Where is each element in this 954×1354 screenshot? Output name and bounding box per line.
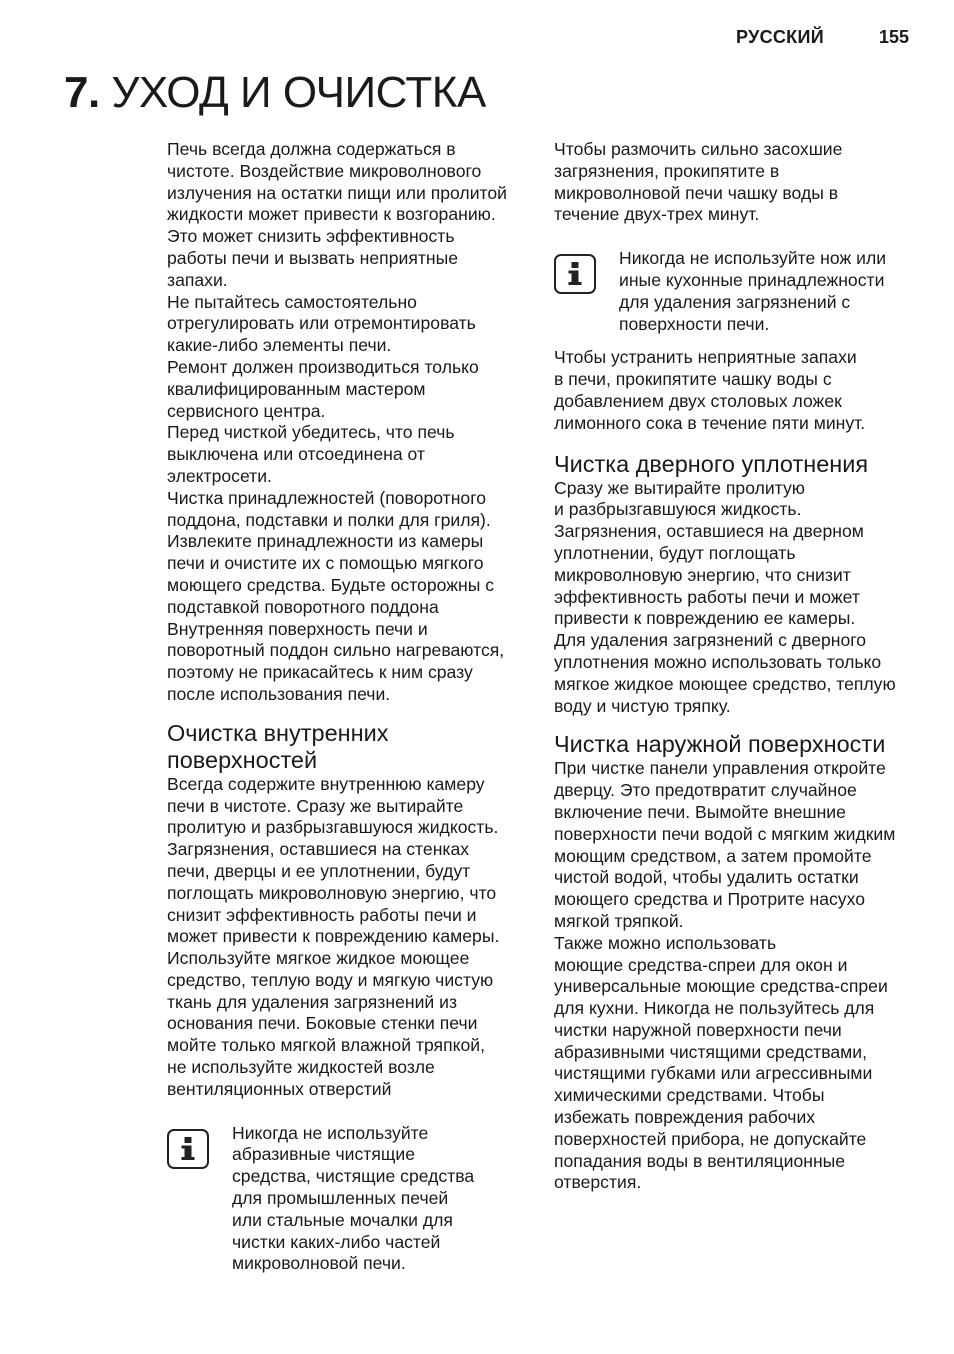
left-column: [167, 139, 523, 1275]
door-seal-paragraph: [554, 478, 914, 718]
text-line: жидкости может привести к возгоранию.: [167, 204, 496, 225]
text-line: после использования печи.: [167, 683, 391, 704]
intro-paragraph: [167, 139, 523, 706]
text-line: поверхностей прибора, не допускайте: [554, 1128, 867, 1149]
text-line: иные кухонные принадлежности: [619, 269, 885, 290]
text-line: для промышленных печей: [232, 1188, 449, 1209]
text-line: Внутренняя поверхность печи и: [167, 618, 428, 639]
text-line: поддона, подставки и полки для гриля).: [167, 509, 491, 530]
text-line: микроволновую энергию, что снизит: [554, 564, 851, 585]
text-line: выключена или отсоединена от: [167, 444, 425, 465]
heading-line: Чистка дверного уплотнения: [554, 450, 869, 477]
text-line: для кухни. Никогда не пользуйтесь для: [554, 998, 875, 1019]
text-line: уплотнения можно использовать только: [554, 651, 882, 672]
text-line: снизит эффективность работы печи и: [167, 904, 477, 925]
text-line: Используйте мягкое жидкое моющее: [167, 948, 470, 969]
text-line: абразивные чистящие: [232, 1144, 415, 1165]
text-line: основания печи. Боковые стенки печи: [167, 1013, 478, 1034]
text-line: Сразу же вытирайте пролитую: [554, 477, 805, 498]
text-line: дверцу. Это предотвратит случайное: [554, 780, 857, 801]
text-line: отверстия.: [554, 1172, 642, 1193]
text-line: добавлением двух столовых ложек: [554, 390, 842, 411]
text-line: мягкое жидкое моющее средство, теплую: [554, 673, 896, 694]
text-line: микроволновой печи.: [232, 1253, 406, 1274]
right-column: [554, 139, 914, 1194]
text-line: чистки каких-либо частей: [232, 1231, 441, 1252]
text-line: в печи, прокипятите чашку воды с: [554, 369, 832, 390]
text-line: Для удаления загрязнений с дверного: [554, 630, 867, 651]
text-line: избежать повреждения рабочих: [554, 1107, 816, 1128]
page-number: 155: [879, 27, 910, 47]
text-line: Перед чисткой убедитесь, что печь: [167, 422, 455, 443]
text-line: поверхностей: [167, 746, 318, 773]
text-line: поверхности печи.: [619, 313, 770, 334]
text-line: моющего средства и Протрите насухо: [554, 889, 865, 910]
text-line: Всегда содержите внутреннюю камеру: [167, 773, 485, 794]
section-heading-door-seal: [554, 451, 914, 478]
text-line: ткань для удаления загрязнений из: [167, 991, 458, 1012]
text-line: Извлеките принадлежности из камеры: [167, 531, 484, 552]
chapter-title-text: УХОД И ОЧИСТКА: [111, 68, 486, 117]
text-line: Это может снизить эффективность: [167, 226, 455, 247]
text-line: Не пытайтесь самостоятельно: [167, 291, 417, 312]
section-heading-exterior: [554, 731, 914, 758]
info-note-text: [232, 1123, 474, 1276]
info-note-knife: [554, 248, 914, 335]
text-line: попадания воды в вентиляционные: [554, 1150, 846, 1171]
text-line: может привести к повреждению камеры.: [167, 926, 500, 947]
text-line: печи в чистоте. Сразу же вытирайте: [167, 795, 464, 816]
text-line: чистящими губками или агрессивными: [554, 1063, 873, 1084]
text-line: универсальные моющие средства-спреи: [554, 976, 888, 997]
info-icon: [167, 1129, 209, 1169]
text-line: печи, дверцы и ее уплотнении, будут: [167, 860, 471, 881]
text-line: уплотнении, будут поглощать: [554, 542, 796, 563]
text-line: работы печи и вызвать неприятные: [167, 247, 459, 268]
text-line: чистоте. Воздействие микроволнового: [167, 160, 482, 181]
text-line: моющего средства. Будьте осторожны с: [167, 574, 495, 595]
text-line: Очистка внутренних: [167, 719, 389, 746]
header-language: РУССКИЙ: [736, 27, 824, 47]
text-line: печи и очистите их с помощью мягкого: [167, 553, 484, 574]
text-line: средство, теплую воду и мягкую чистую: [167, 969, 494, 990]
odor-paragraph: [554, 347, 914, 434]
text-line: Печь всегда должна содержаться в: [167, 139, 456, 159]
text-line: поэтому не прикасайтесь к ним сразу: [167, 662, 473, 683]
text-line: мойте только мягкой влажной тряпкой,: [167, 1035, 486, 1056]
text-line: Чистка принадлежностей (поворотного: [167, 487, 487, 508]
text-line: абразивными чистящими средствами,: [554, 1041, 867, 1062]
text-line: поглощать микроволновую энергию, что: [167, 882, 497, 903]
text-line: химическими средствами. Чтобы: [554, 1085, 825, 1106]
text-line: чистки наружной поверхности печи: [554, 1019, 842, 1040]
text-line: Загрязнения, оставшиеся на дверном: [554, 521, 864, 542]
text-line: или стальные мочалки для: [232, 1209, 453, 1230]
text-line: микроволновой печи чашку воды в: [554, 182, 839, 203]
text-line: какие-либо элементы печи.: [167, 335, 392, 356]
text-line: Загрязнения, оставшиеся на стенках: [167, 839, 470, 860]
text-line: лимонного сока в течение пяти минут.: [554, 412, 866, 433]
text-line: отрегулировать или отремонтировать: [167, 313, 476, 334]
soak-paragraph: [554, 139, 914, 226]
text-line: Никогда не используйте: [232, 1122, 429, 1143]
text-line: воду и чистую тряпку.: [554, 695, 731, 716]
text-line: квалифицированным мастером: [167, 378, 426, 399]
text-line: пролитую и разбрызгавшуюся жидкость.: [167, 817, 499, 838]
text-line: средства, чистящие средства: [232, 1166, 475, 1187]
text-line: эффективность работы печи и может: [554, 586, 860, 607]
text-line: При чистке панели управления откройте: [554, 758, 886, 779]
text-line: для удаления загрязнений с: [619, 291, 851, 312]
info-icon: [554, 254, 596, 294]
text-line: включение печи. Вымойте внешние: [554, 801, 846, 822]
chapter-number: 7.: [64, 68, 100, 117]
info-note-abrasives: [167, 1123, 523, 1276]
text-line: электросети.: [167, 465, 272, 486]
chapter-title: [64, 68, 486, 118]
text-line: поворотный поддон сильно нагреваются,: [167, 640, 505, 661]
text-line: запахи.: [167, 269, 228, 290]
text-line: излучения на остатки пищи или пролитой: [167, 182, 508, 203]
text-line: сервисного центра.: [167, 400, 326, 421]
interior-cleaning-paragraph: [167, 774, 523, 1101]
text-line: и разбрызгавшуюся жидкость.: [554, 499, 802, 520]
text-line: подставкой поворотного поддона: [167, 596, 439, 617]
text-line: течение двух-трех минут.: [554, 204, 760, 225]
text-line: моющим средством, а затем промойте: [554, 845, 872, 866]
section-heading-interior: [167, 720, 523, 774]
text-line: чистой водой, чтобы удалить остатки: [554, 867, 859, 888]
text-line: не используйте жидкостей возле: [167, 1057, 435, 1078]
text-line: мягкой тряпкой.: [554, 910, 684, 931]
text-line: загрязнения, прокипятите в: [554, 160, 780, 181]
text-line: Чтобы устранить неприятные запахи: [554, 347, 857, 368]
text-line: поверхности печи водой с мягким жидким: [554, 823, 896, 844]
text-line: моющие средства-спреи для окон и: [554, 954, 848, 975]
text-line: привести к повреждению ее камеры.: [554, 608, 856, 629]
exterior-paragraph: [554, 758, 914, 1194]
heading-line: Чистка наружной поверхности: [554, 731, 886, 758]
text-line: Ремонт должен производиться только: [167, 356, 479, 377]
text-line: Также можно использовать: [554, 932, 777, 953]
info-note-text: [619, 248, 886, 335]
text-line: вентиляционных отверстий: [167, 1078, 392, 1099]
text-line: Никогда не используйте нож или: [619, 248, 887, 269]
text-line: Чтобы размочить сильно засохшие: [554, 139, 843, 159]
